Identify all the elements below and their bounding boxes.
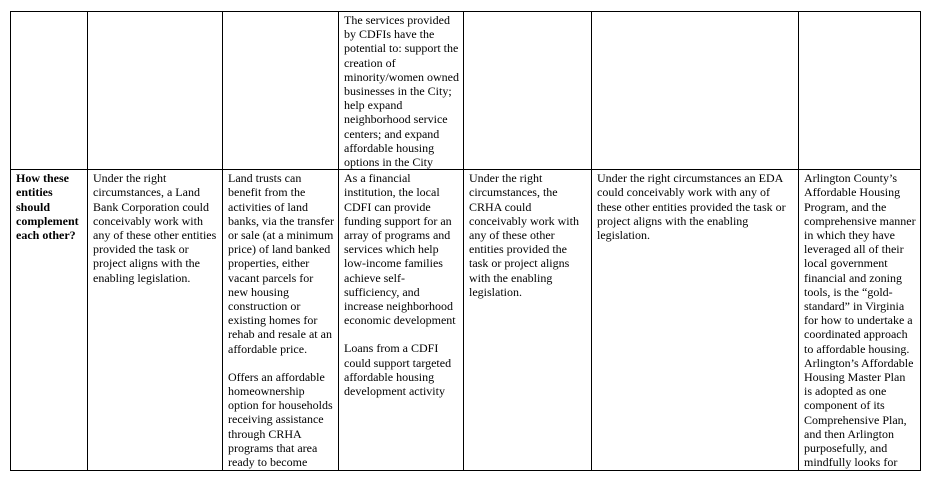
- table-cell-crha: [464, 170, 592, 470]
- cell-text: Loans from a CDFI could support targeted affordable housing development activity: [344, 341, 452, 399]
- table-cell-land-trust: [223, 170, 339, 470]
- table-row: [11, 170, 921, 470]
- cell-text: Under the right circumstances, a Land Bank Corporation could conceivably work with any of these other entities provided the task or project aligns with the enabling legislation.: [93, 171, 217, 285]
- cell-text: Arlington County’s Affordable Housing Program, and the comprehensive manner in which they have leveraged all of their local government financial and zoning tools, is the “gold-standard” in Virginia for how to undertake a coordinated approach to affordable housing. Arlington’s Affordable Housing Master Plan is adopted as one component of its Comprehensive Plan, and then Arlington purposefully, and mindfully looks for: [804, 171, 916, 470]
- table-cell-cdfi: [339, 170, 464, 470]
- table-cell: [592, 12, 799, 170]
- cell-text: The services provided by CDFIs have the potential to: support the creation of minority/women owned businesses in the City; help expand neighborhood service centers; and expand affordable housing options in the City: [344, 13, 459, 170]
- cell-text: Land trusts can benefit from the activities of land banks, via the transfer or sale (at a minimum price) of land banked properties, either vacant parcels for new housing construction or existing homes for rehab and resale at an affordable price.: [228, 171, 334, 356]
- comparison-table: [10, 11, 921, 471]
- table-cell: [223, 12, 339, 170]
- table-cell-arlington: [799, 170, 921, 470]
- table-cell-eda: [592, 170, 799, 470]
- cell-text: Under the right circumstances, the CRHA could conceivably work with any of these other entities provided the task or project aligns with the enabling legislation.: [469, 171, 579, 299]
- row-header: [11, 170, 88, 470]
- row-header-text: How these entities should complement each other?: [16, 171, 79, 243]
- table-cell: [88, 12, 223, 170]
- table-cell: [799, 12, 921, 170]
- cell-text: Under the right circumstances an EDA could conceivably work with any of these other entities provided the task or project aligns with the enabling legislation.: [597, 171, 786, 243]
- table-cell: [464, 12, 592, 170]
- table-row: [11, 12, 921, 170]
- cell-text: As a financial institution, the local CDFI can provide funding support for an array of programs and services which help low-income families achieve self-sufficiency, and increase neighborhood economic development: [344, 171, 456, 328]
- table-cell: [11, 12, 88, 170]
- table-cell-land-bank: [88, 170, 223, 470]
- cell-text: Offers an affordable homeownership option for households receiving assistance through CRHA programs that area ready to become: [228, 369, 333, 470]
- table-cell-cdfi-services: [339, 12, 464, 170]
